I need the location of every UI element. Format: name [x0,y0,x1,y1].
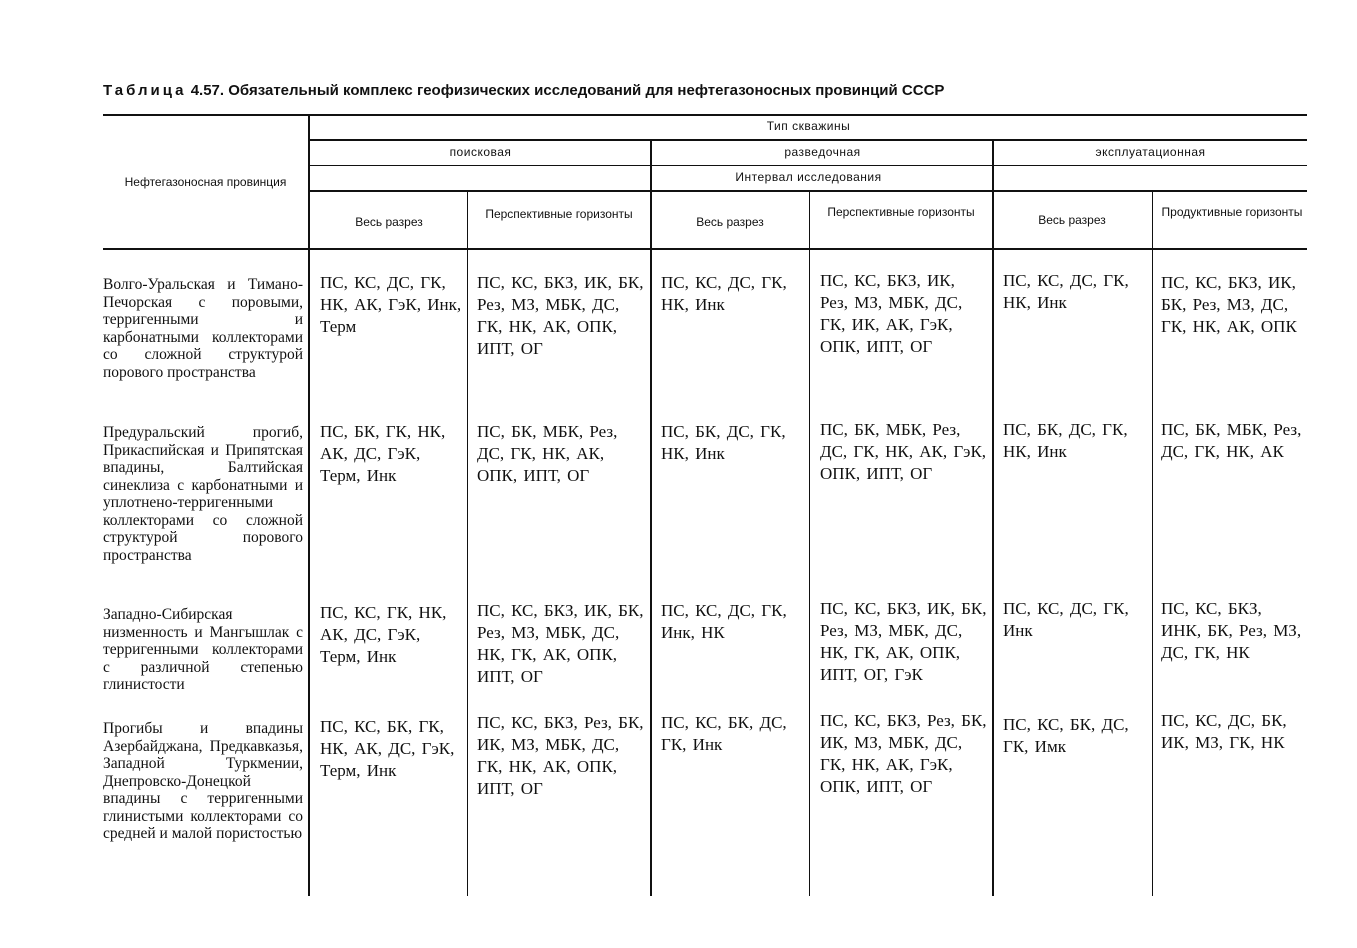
column-header-2: Перспективные горизонты [485,207,633,221]
header-bottom-rule [103,248,1307,250]
well-type-header: Тип скважины [766,119,851,133]
province-cell: Западно-Сибирская низменность и Мангышлак с терригенными коллекторами с различной степенью глинистости [103,606,303,693]
col-divider-3 [809,192,810,896]
interval-header: Интервал исследования [735,170,882,184]
well-type-exploration: разведочная [784,145,861,159]
data-cell: ПС, БК, ДС, ГК, НК, Инк [661,422,786,463]
column-header-4: Перспективные горизонты [827,205,975,219]
column-header-6: Продуктивные горизонты [1161,205,1303,219]
well-type-search: поисковая [449,145,512,159]
table-caption [103,82,944,99]
data-cell: ПС, КС, БКЗ, ИК, БК, Рез, МЗ, МБК, ДС, НК, ГК, АК, ОПК, ИПТ, ОГ, ГэК [820,599,987,684]
data-cell: ПС, БК, МБК, Рез, ДС, ГК, НК, АК [1161,420,1302,461]
data-cell: ПС, КС, БКЗ, ИК, Рез, МЗ, МБК, ДС, ГК, ИК, АК, ГэК, ОПК, ИПТ, ОГ [820,271,963,356]
province-divider [308,116,310,896]
geophysics-table [103,114,1307,896]
data-cell: ПС, КС, БК, ДС, ГК, Инк [661,713,787,754]
data-cell: ПС, КС, ДС, ГК, Инк [1003,599,1129,640]
data-cell: ПС, КС, БКЗ, ИК, БК, Рез, МЗ, МБК, ДС, НК, ГК, АК, ОПК, ИПТ, ОГ [477,601,644,686]
data-cell: ПС, БК, МБК, Рез, ДС, ГК, НК, АК, ГэК, ОПК, ИПТ, ОГ [820,420,987,483]
data-cell: ПС, КС, ДС, ГК, НК, Инк [1003,271,1129,312]
col-divider-5 [1152,192,1153,896]
province-cell: Прогибы и впадины Азербайджана, Предкавказья, Западной Туркмении, Днепровско-Донецкой впадины с терригенными глинистыми коллекторами со средней и малой пористостью [103,720,303,842]
data-cell: ПС, БК, МБК, Рез, ДС, ГК, НК, АК, ОПК, ИПТ, ОГ [477,422,618,485]
data-cell: ПС, КС, ГК, НК, АК, ДС, ГэК, Терм, Инк [320,603,447,666]
column-header-3: Весь разрез [696,215,764,229]
province-cell: Волго-Уральская и Тимано-Печорская с поровыми, терригенными и карбонатными коллекторами со сложной структурой порового пространства [103,276,303,381]
column-header-5: Весь разрез [1038,213,1106,227]
data-cell: ПС, КС, ДС, БК, ИК, МЗ, ГК, НК [1161,711,1287,752]
well-type-rule [310,139,1307,141]
top-rule [103,114,1307,116]
data-cell: ПС, КС, БКЗ, Рез, БК, ИК, МЗ, МБК, ДС, ГК, НК, АК, ГэК, ОПК, ИПТ, ОГ [820,711,987,796]
data-cell: ПС, БК, ДС, ГК, НК, Инк [1003,420,1128,461]
well-type-production: эксплуатационная [1095,145,1206,159]
province-cell: Предуральский прогиб, Прикаспийская и Припятская впадины, Балтийская синеклиза с карбонатными и уплотнено-терригенными коллекторами со сложной структурой порового пространства [103,424,303,564]
data-cell: ПС, КС, БКЗ, ИНК, БК, Рез, МЗ, ДС, ГК, НК [1161,599,1302,662]
data-cell: ПС, КС, БКЗ, ИК, БК, Рез, МЗ, ДС, ГК, НК, АК, ОПК [1161,273,1297,336]
data-cell: ПС, КС, БКЗ, ИК, БК, Рез, МЗ, МБК, ДС, ГК, НК, АК, ОПК, ИПТ, ОГ [477,273,644,358]
data-cell: ПС, КС, ДС, ГК, НК, АК, ГэК, Инк, Терм [320,273,462,336]
types-rule [310,165,1307,166]
col-divider-2 [650,141,652,896]
data-cell: ПС, КС, ДС, ГК, НК, Инк [661,273,787,314]
col-divider-4 [992,141,994,896]
data-cell: ПС, КС, БК, ДС, ГК, Имк [1003,715,1129,756]
data-cell: ПС, КС, БК, ГК, НК, АК, ДС, ГэК, Терм, Инк [320,717,455,780]
province-column-header: Нефтегазоносная провинция [124,175,287,189]
col-divider-1 [467,192,468,896]
data-cell: ПС, КС, БКЗ, Рез, БК, ИК, МЗ, МБК, ДС, ГК, НК, АК, ОПК, ИПТ, ОГ [477,713,644,798]
data-cell: ПС, БК, ГК, НК, АК, ДС, ГэК, Терм, Инк [320,422,446,485]
caption-text: 4.57. Обязательный комплекс геофизических исследований для нефтегазоносных провинций СССР [190,82,945,99]
column-header-1: Весь разрез [355,215,423,229]
data-cell: ПС, КС, ДС, ГК, Инк, НК [661,601,787,642]
caption-lead: Таблица [103,82,187,99]
